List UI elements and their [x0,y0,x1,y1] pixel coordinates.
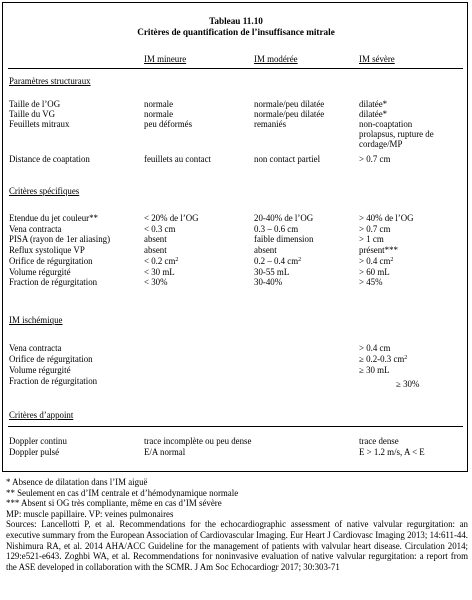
cell-mineure: < 0.2 $cm^2$ [144,256,179,266]
cell-mineure: feuillets au contact [144,154,212,164]
row-label: Orifice de régurgitation [9,256,93,266]
cell-mineure: < 20% de l’OG [144,213,199,223]
cell-moderee: 30-55 mL [254,266,290,277]
cell-severe: trace dense [359,436,399,446]
cell-severe: non-coaptation [359,119,413,129]
cell-severe: E > 1.2 m/s, A < E [359,447,425,457]
cell-severe: dilatée* [359,99,388,109]
cell-severe: > 45% [359,277,383,287]
section-title: Critères spécifiques [9,186,80,196]
table-number: Tableau 11.10 [209,16,263,26]
cell-severe: cordage/MP [359,139,403,149]
superscript: 2 [175,257,179,263]
row-label: Taille du VG [9,109,56,119]
row-label: Doppler continu [9,436,67,446]
col-header-mineure: IM mineure [144,54,187,64]
row-label: Orifice de régurgitation [9,354,93,364]
cell-moderee: 0.3 – 0.6 cm [254,223,299,234]
cell-severe: ≥ 30 mL [359,365,390,375]
cell-severe: > 0.4 $cm^2$ [359,256,394,266]
cell-moderee: normale/peu dilatée [254,109,325,119]
cell-severe: ≥ 0.2-0.3 $cm^2$ [359,354,408,364]
cell-moderee: normale/peu dilatée [254,99,325,109]
table-title: Critères de quantification de l’insuffisance mitrale [137,27,335,37]
cell-severe: > 0.7 cm [359,154,391,164]
row-label: PISA (rayon de 1er aliasing) [9,234,111,244]
footnotes [6,477,468,572]
sources: Sources: Lancellotti P, et al. Recommendations for the echocardiographic assessment of native valvular regurgitation: an executive summary from the European Association of Cardiovascular Imaging. Eur Heart J Cardiovasc Imaging 2013; 14:611-44. Nishimura RA, et al. 2014 AHA/ACC Guideline for the management of patients with valvular heart disease. Circulation 2014; 129:e521-e643. Zoghbi WA, et al. Recommendations for noninvasive evaluation of native valvular regurgitation: a report from the ASE developed in collaboration with the SCMR. J Am Soc Echocardiogr 2017; 30:303-71 [6,519,468,572]
row-label: Taille de l’OG [9,99,61,109]
row-label: Feuillets mitraux [9,119,70,129]
cell-severe: > 0.7 cm [359,223,391,234]
cell-severe: prolapsus, rupture de [359,129,434,139]
cell-mineure: normale [144,109,174,119]
col-header-moderee: IM modérée [254,54,298,64]
superscript: 2 [298,257,302,263]
cell-mineure: normale [144,99,174,109]
cell-mineure: peu déformés [144,119,193,129]
footnote: ** Seulement en cas d’IM centrale et d’hémodynamique normale [6,487,239,498]
section-title: IM ischémique [9,315,63,325]
row-label: Doppler pulsé [9,447,60,457]
cell-mineure: < 30% [144,277,168,287]
footnote: MP: muscle papillaire. VP: veines pulmonaires [6,508,174,519]
footnote: *** Absent si OG très compliante, même en cas d’IM sévère [6,498,222,509]
row-label: Volume régurgité [9,365,71,375]
cell-severe: dilatée* [359,109,388,119]
section-title: Paramètres structuraux [9,76,91,86]
row-label: Etendue du jet couleur** [9,213,98,223]
footnote: * Absence de dilatation dans l’IM aiguë [6,477,148,487]
superscript: 2 [390,257,394,263]
row-label: Vena contracta [9,343,62,353]
cell-severe: > 60 mL [359,266,390,277]
cell-mineure: trace incomplète ou peu dense [144,436,252,446]
section-title: Critères d’appoint [9,410,74,420]
cell-moderee: remaniés [254,119,287,129]
divider [8,426,463,427]
cell-moderee: 20-40% de l’OG [254,213,314,223]
cell-severe: ≥ 30% [396,379,420,389]
row-label: Fraction de régurgitation [9,277,98,287]
cell-moderee: 30-40% [254,277,283,287]
row-label: Fraction de régurgitation [9,376,98,386]
cell-moderee: non contact partiel [254,154,321,164]
row-label: Volume régurgité [9,266,71,277]
row-label: Distance de coaptation [9,154,90,164]
divider [8,68,463,69]
cell-severe: présent*** [359,244,398,255]
cell-severe: > 1 cm [359,234,384,244]
col-header-severe: IM sévère [359,54,395,64]
cell-moderee: absent [254,244,277,255]
cell-mineure: < 30 mL [144,266,175,277]
cell-moderee: faible dimension [254,234,314,244]
cell-moderee: 0.2 – 0.4 $cm^2$ [254,256,302,266]
cell-mineure: < 0.3 cm [144,223,176,234]
cell-mineure: absent [144,234,167,244]
row-label: Reflux systolique VP [9,244,85,255]
cell-mineure: E/A normal [144,447,186,457]
row-label: Vena contracta [9,223,62,234]
cell-mineure: absent [144,244,167,255]
superscript: 2 [404,355,408,361]
cell-severe: > 40% de l’OG [359,213,414,223]
cell-severe: > 0.4 cm [359,343,391,353]
